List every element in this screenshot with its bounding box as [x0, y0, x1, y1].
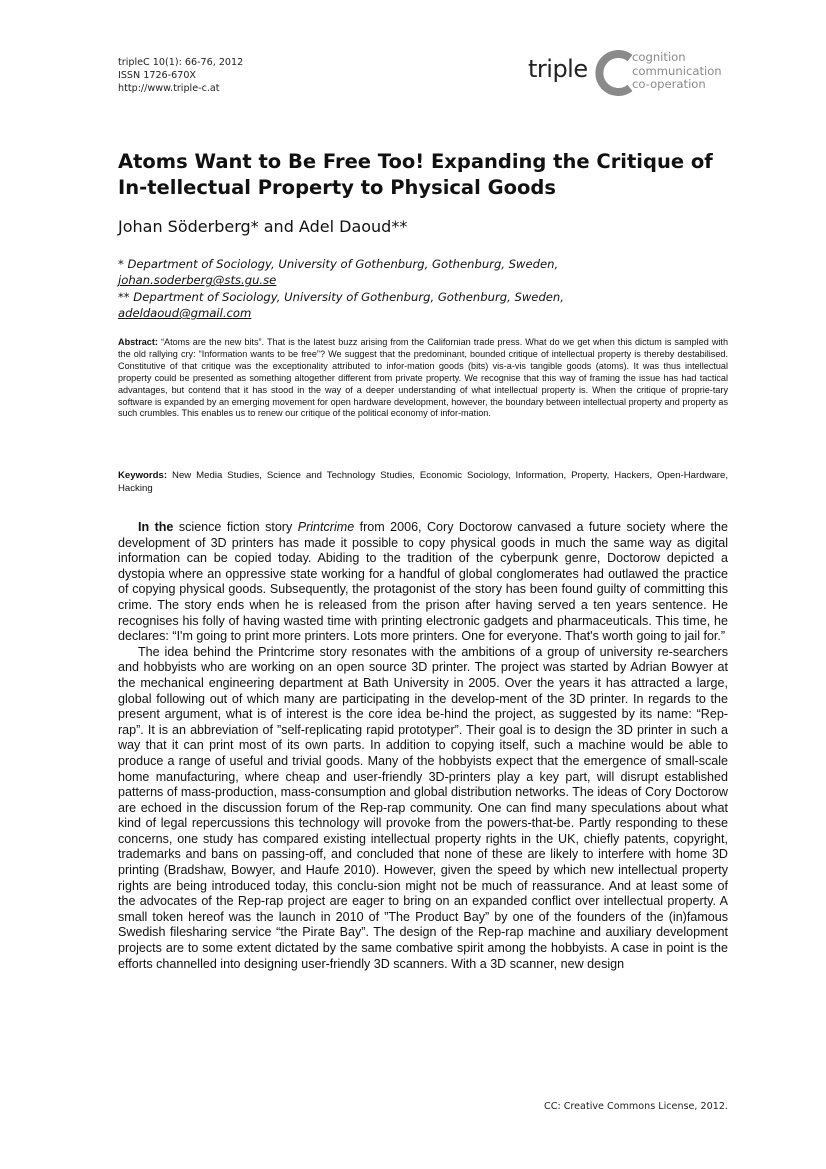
abstract-text: “Atoms are the new bits”. That is the latest buzz arising from the Californian trade press. What do we get when this dictum is sampled with the old rallying cry: “Information wants to be free”? We suggest that the predominant, bounded critique of intellectual property is thereby destabilised. Constitutive of that critique was the exceptionality attributed to infor-mation goods (bits) vis-a-vis tangible goods (atoms). It was thus intellectual property could be presented as something altogether different from private property. We recognise that this way of framing the issue has had tactical advantages, but contend that it has stood in the way of a deeper understanding of what intellectual property is. When the critique of proprie-tary software is expanded by an emerging movement for open hardware development, however, the boundary between intellectual property and property as such crumbles. This enables us to renew our critique of the political economy of infor-mation.	[118, 337, 729, 419]
author-affiliations	[118, 256, 738, 322]
abstract-label: Abstract:	[118, 337, 158, 347]
triplec-logo	[528, 50, 738, 100]
logo-wordmark: triple	[528, 55, 588, 83]
logo-line-communication: communication	[632, 63, 722, 78]
keywords	[118, 469, 728, 495]
article-body	[118, 520, 728, 972]
author-email-2[interactable]: adeldaoud@gmail.com	[118, 306, 252, 321]
keywords-text: New Media Studies, Science and Technology Studies, Economic Sociology, Information, Property, Hackers, Open-Hardware, Hacking	[118, 470, 728, 494]
logo-c-icon	[591, 50, 637, 96]
affiliation-2: ** Department of Sociology, University of Gothenburg, Gothenburg, Sweden,	[118, 289, 564, 304]
journal-issn: ISSN 1726-670X	[118, 70, 196, 82]
keywords-label: Keywords:	[118, 470, 168, 481]
article-authors: Johan Söderberg* and Adel Daoud**	[118, 217, 408, 236]
affiliation-1: * Department of Sociology, University of Gothenburg, Gothenburg, Sweden,	[118, 257, 559, 271]
story-title: Printcrime	[297, 520, 355, 534]
journal-citation: tripleC 10(1): 66-76, 2012	[118, 57, 244, 68]
body-paragraph-1: In the science fiction story Printcrime from 2006, Cory Doctorow canvased a future society where the development of 3D printers has made it possible to copy physical goods in much the same way as digital information can be copied today. Abiding to the tradition of the cyberpunk genre, Doctorow depicted a dystopia where an oppressive state working for a handful of global conglomerates had outlawed the practice of copying physical goods. Subsequently, the protagonist of the story has been found guilty of committing this crime. The story ends when he is released from the prison after having served a ten years sentence. He recognises his folly of having wasted time with printing electronic gadgets and pharmaceuticals. This time, he declares: “I'm going to print more printers. Lots more printers. One for everyone. That's worth going to jail for.”	[118, 520, 728, 644]
journal-url[interactable]: http://www.triple-c.at	[118, 83, 220, 95]
article-title: Atoms Want to Be Free Too! Expanding the Critique of In-tellectual Property to Physical Goods	[118, 150, 713, 199]
paragraph-lead: In the	[138, 520, 174, 534]
body-paragraph-2: The idea behind the Printcrime story resonates with the ambitions of a group of university re-searchers and hobbyists who are working on an open source 3D printer. The project was started by Adrian Bowyer at the mechanical engineering department at Bath University in 2005. Over the years it has attracted a large, global following out of which many are participating in the develop-ment of the 3D printer. In regards to the present argument, what is of interest is the core idea be-hind the project, as suggested by its name: “Rep-rap”. It is an abbreviation of ”self-replicating rapid prototyper”. Their goal is to design the 3D printer in such a way that it can print most of its own parts. In addition to copying itself, such a machine would be able to produce a range of useful and trivial goods. Many of the hobbyists expect that the emergence of small-scale home manufacturing, where cheap and user-friendly 3D-printers play a key part, will disrupt established patterns of mass-production, mass-consumption and global distribution networks. The ideas of Cory Doctorow are echoed in the discussion forum of the Rep-rap community. One can find many speculations about what kind of legal repercussions this technology will provoke from the powers-that-be. Partly responding to these concerns, one study has compared existing intellectual property rights in the UK, chiefly patents, copyright, trademarks and bans on passing-off, and concluded that none of these are likely to interfere with home 3D printing (Bradshaw, Bowyer, and Haufe 2010). However, given the speed by which new intellectual property rights are being introduced today, this conclu-sion might not be much of reassurance. And at least some of the advocates of the Rep-rap project are eager to bring on an expanded conflict over intellectual property. A small token hereof was the launch in 2010 of ”The Product Bay” by one of the founders of the (in)famous Swedish filesharing service “the Pirate Bay”. The design of the Rep-rap machine and auxiliary development projects are to some extent dictated by the same combative spirit among the hobbyists. A case in point is the efforts channelled into designing user-friendly 3D scanners. With a 3D scanner, new design	[118, 644, 728, 971]
logo-line-cognition: cognition	[632, 50, 686, 64]
journal-meta	[118, 56, 243, 96]
abstract	[118, 337, 728, 420]
license-footer: CC: Creative Commons License, 2012.	[544, 1101, 728, 1112]
logo-line-cooperation: co-operation	[632, 77, 706, 92]
author-email-1[interactable]: johan.soderberg@sts.gu.se	[118, 273, 277, 288]
logo-tagline	[632, 51, 722, 92]
